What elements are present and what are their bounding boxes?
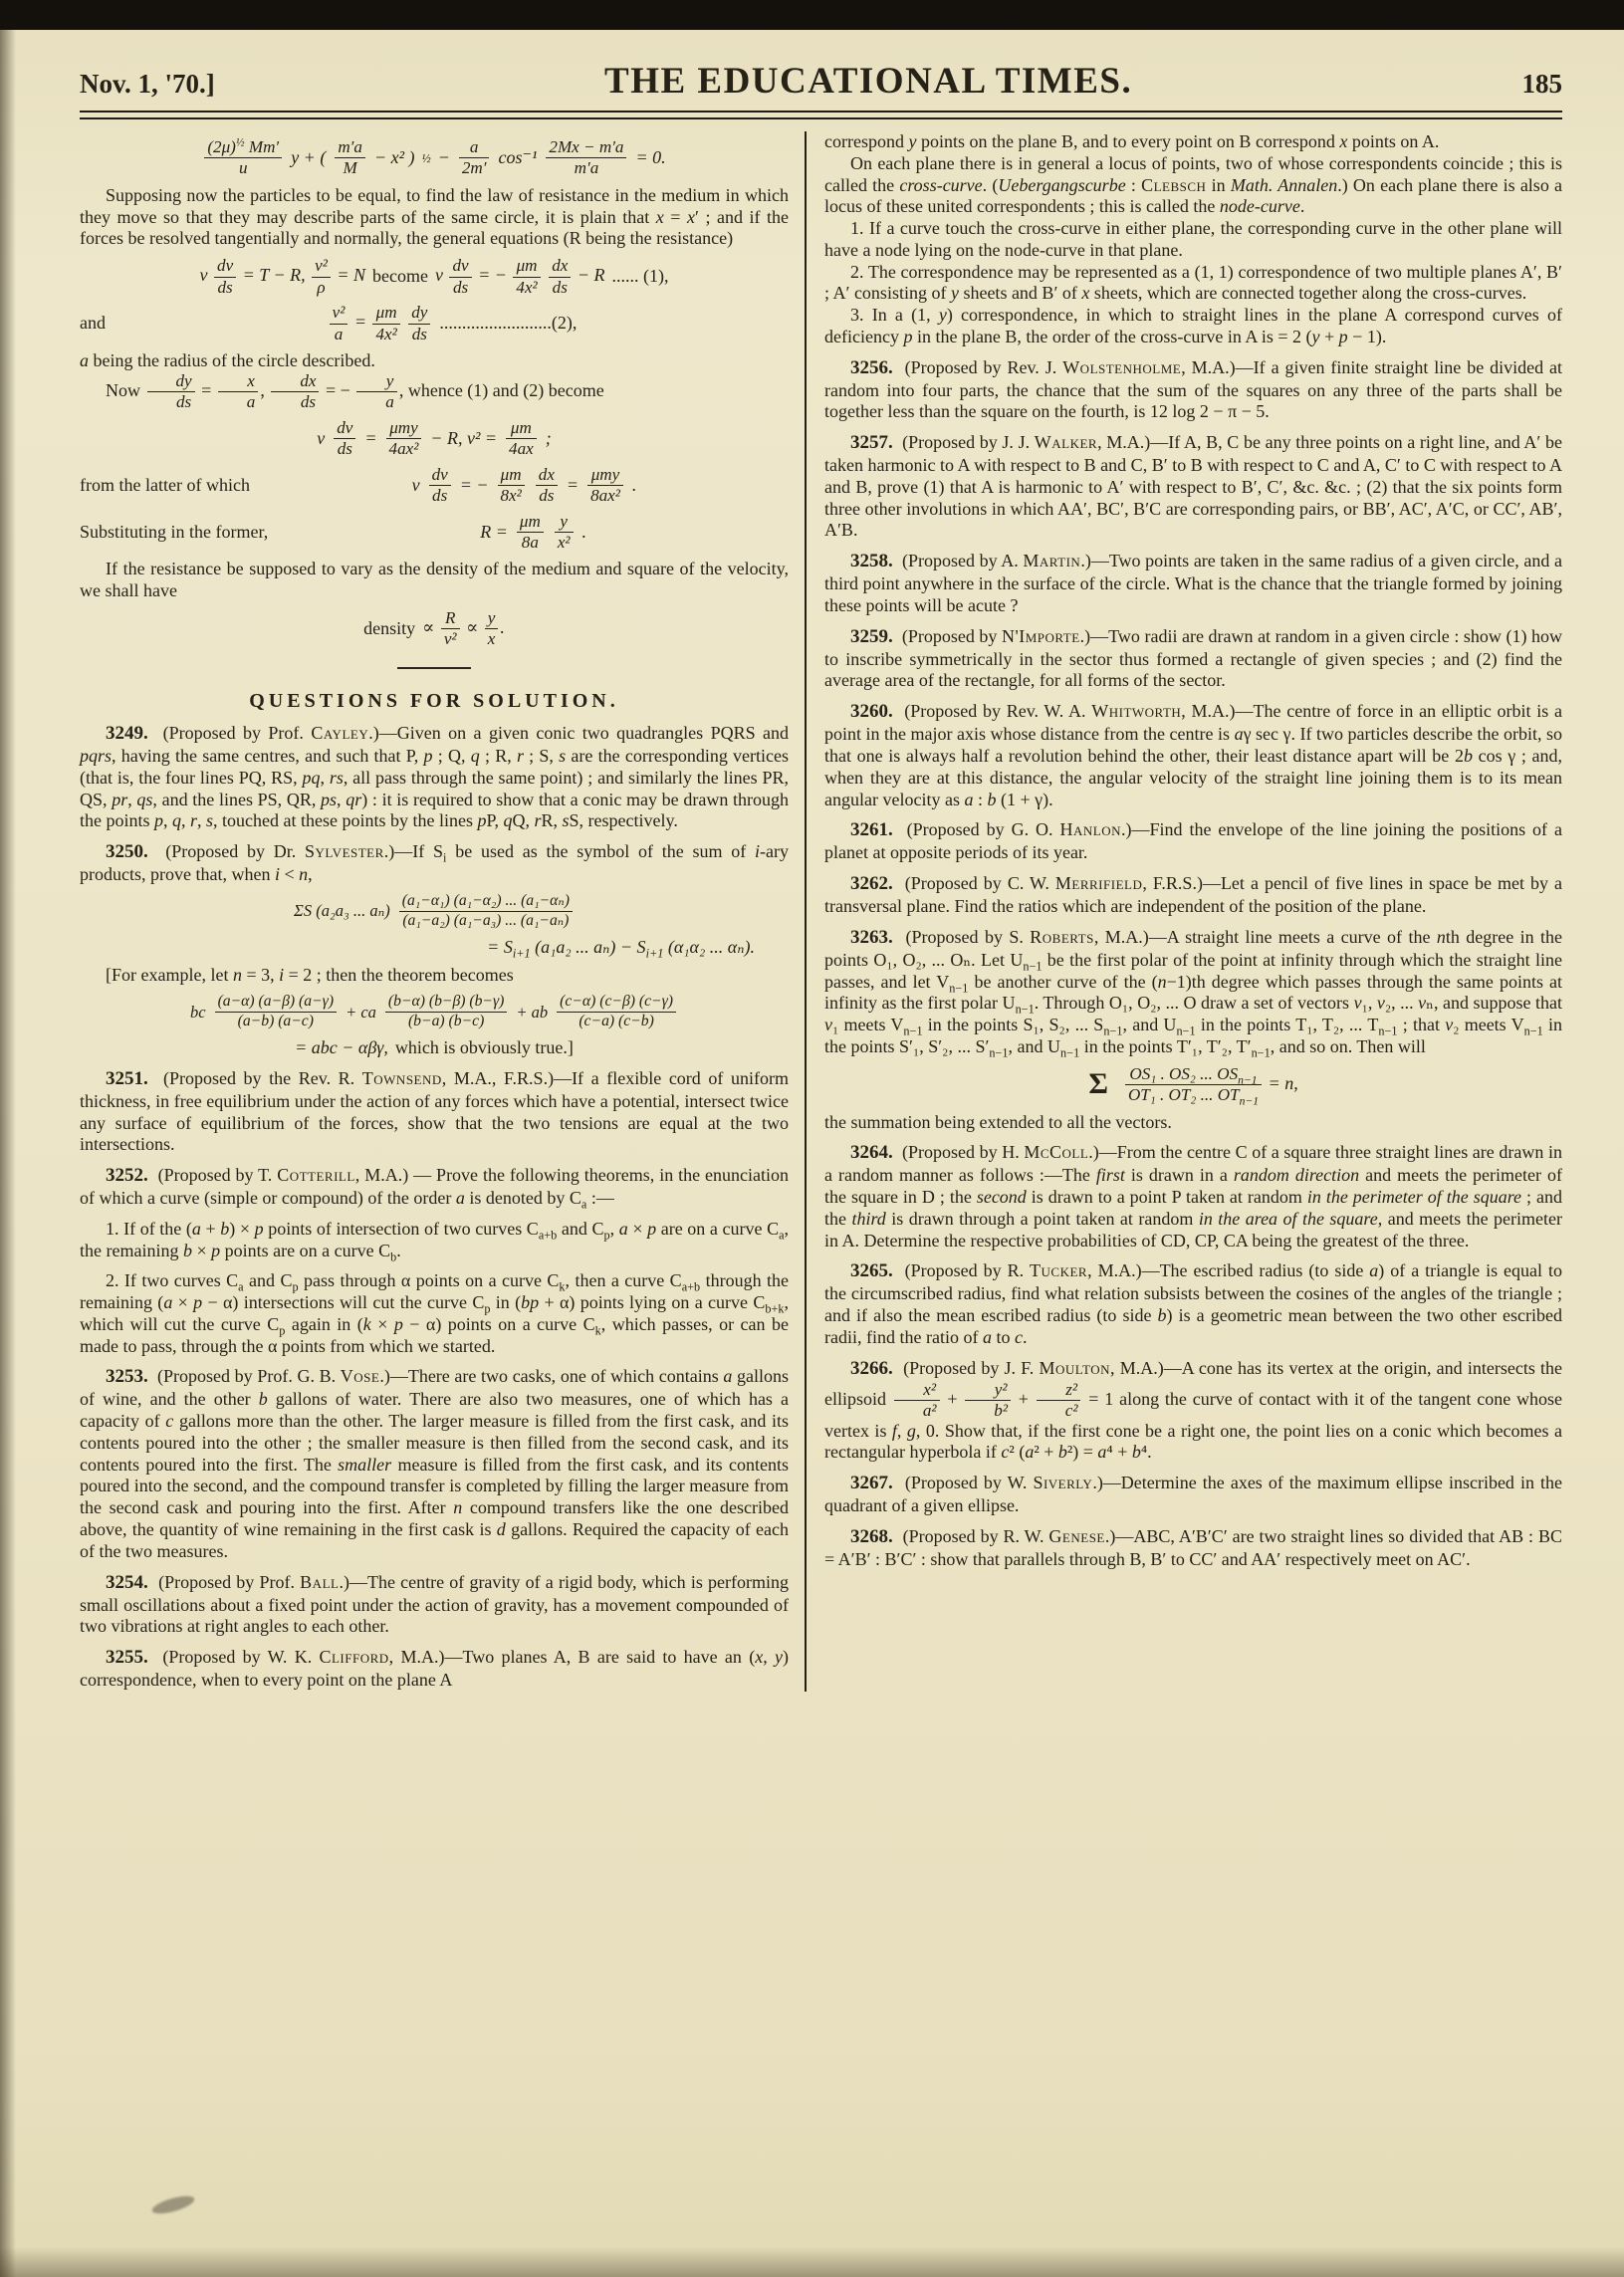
- question-3251: [80, 1068, 789, 1156]
- scan-edge-bottom: [0, 2247, 1624, 2277]
- question-3250-formula-3: [80, 994, 789, 1030]
- question-number: 3255.: [106, 1647, 148, 1669]
- right-column: [807, 131, 1562, 1692]
- formula: bc $\frac{(a-\alpha) (a-\beta) (a-\gamma)}{(a-b) (a-c)}$ + ca $\frac{(b-\alpha) (b-\beta) (b-\gamma)}{(b-a) (b-c)}$ + ab $\frac{(c-\alpha) (c-\beta) (c-\gamma)}{(c-a) (c-b)}$: [190, 994, 678, 1030]
- formula: ∝ $\frac{R}{\text{v²}}$ ∝ $\frac{y}{x}$ .: [422, 607, 505, 649]
- equation-opening: [80, 135, 789, 178]
- question-3250: [80, 841, 789, 886]
- equation-number: .........................(2),: [439, 313, 578, 334]
- lead-text: from the latter of which: [80, 474, 250, 495]
- paragraph-now: Now $\frac{dy}{ds}$ = $\frac{x}{a}$ , $\frac{dx}{ds}$ = − $\frac{y}{a}$ , whence (1) and (2) become: [106, 370, 604, 412]
- paragraph-supposing: Supposing now the particles to be equal, to find the law of resistance in the medium in which they move so that they may describe parts of the same circle, it is plain that x = x′ ; and if the forces be resolved tangentially and normally, the general equations (R being the resistance): [80, 184, 790, 249]
- question-3266: [824, 1358, 1562, 1464]
- scan-edge-top: [0, 0, 1624, 30]
- formula: $\frac{OS_1 . OS_2 ... OS_{n-1}}{OT_1 . OT_2 ... OT_{n-1}}$ = n,: [1123, 1065, 1298, 1105]
- question-3253: [80, 1366, 789, 1562]
- paragraph-continuation: correspond y points on the plane B, and to every point on B correspond x points on A.: [824, 131, 1440, 151]
- question-number: 3260.: [850, 701, 893, 723]
- equation-2: [80, 304, 789, 343]
- formula: v $\frac{dv}{ds}$ = $\frac{\text{μmy}}{\text{4ax²}}$ − R, v² = $\frac{\mu m}{4ax}$ ;: [317, 417, 552, 459]
- question-body: (Proposed by Dr. Sylvester.)—If $S_i$ be used as the symbol of the sum of i-ary products, prove that, when i < n,: [80, 841, 789, 885]
- equation-5: [80, 513, 789, 553]
- question-3256: [824, 357, 1562, 424]
- question-body: (Proposed by S. Roberts, M.A.)—A straight line meets a curve of the nth degree in the points O₁, O₂, ... Oₙ. Let $U_{n-1}$ be the first polar of the point at infinity through which the straight line passes, and let $V_{n-1}$ be another curve of the (n−1)th degree which passes through the same points at infinity as the first polar $U_{n-1}$. Through O₁, O₂, ... O draw a set of vectors v₁, v₂, ... vₙ, and suppose that v₁ meets $V_{n-1}$ in the points S₁, S₂, ... $S_{n-1}$, and $U_{n-1}$ in the points T₁, T₂, ... $T_{n-1}$ ; that v₂ meets $V_{n-1}$ in the points S′₁, S′₂, ... $S'_{n-1}$, and $U_{n-1}$ in the points T′₁, T′₂, $T'_{n-1}$, and so on. Then will: [824, 926, 1563, 1060]
- word-density: density: [363, 618, 416, 638]
- question-number: 3263.: [850, 926, 893, 948]
- question-body: (Proposed by R. Tucker, M.A.)—The escribed radius (to side a) of a triangle is equal to the circumscribed radius, find what relation subsists between the cosines of the angles of the triangle ; and if also the mean escribed radius (to side b) is a geometric mean between the two other escribed radii, find the ratio of a to c.: [824, 1260, 1562, 1347]
- question-3250-formula-4: [80, 1037, 789, 1059]
- question-3264: [824, 1142, 1562, 1252]
- formula: ΣS (a₂a₃ ... aₙ) $\frac{\text{(a₁−α₁) (a₁−α₂) ... (a₁−αₙ)}}{\text{(a₁−a₂) (a₁−a₃) ... (a₁−aₙ)}}$: [294, 893, 575, 930]
- question-body: (Proposed by W. Siverly.)—Determine the axes of the maximum ellipse inscribed in the quadrant of a given ellipse.: [824, 1473, 1562, 1516]
- question-body: (Proposed by the Rev. R. Townsend, M.A., F.R.S.)—If a flexible cord of uniform thickness, in free equilibrium under the action of any forces which have a potential, intersect twice any surface of equilibrium of the forces, show that the two tensions are equal at the two intersections.: [80, 1067, 789, 1155]
- question-3262: [824, 873, 1562, 918]
- question-3267: [824, 1473, 1562, 1517]
- left-column: [80, 131, 805, 1692]
- question-body: (Proposed by Prof. Ball.)—The centre of gravity of a rigid body, which is performing small oscillations about a fixed point under the action of gravity, has a movement compounded of two vibrations at right angles to each other.: [80, 1571, 789, 1637]
- paragraph-item-1: 1. If a curve touch the cross-curve in either plane, the corresponding curve in the other plane will have a node lying on the node-curve in that plane.: [824, 218, 1562, 260]
- paragraph-item-3: 3. In a (1, y) correspondence, in which to straight lines in the plane A correspond curves of deficiency p in the plane B, the order of the cross-curve in A is = 2 (y + p − 1).: [824, 305, 1562, 346]
- question-3265: [824, 1260, 1562, 1348]
- question-number: 3262.: [850, 873, 893, 895]
- question-number: 3250.: [106, 841, 148, 863]
- question-body: (Proposed by N'Importe.)—Two radii are drawn at random in a given circle : show (1) how to inscribe symmetrically in the sector thus formed a rectangle of given species ; and (2) find the average area of the rectangle, for all forms of the sector.: [824, 625, 1562, 691]
- formula: v $\frac{dv}{ds}$ = − $\frac{\mu m}{\text{4x²}}$ $\frac{dx}{ds}$ − R: [434, 256, 605, 297]
- question-body: (Proposed by Rev. W. A. Whitworth, M.A.)—The centre of force in an elliptic orbit is a point in the major axis whose distance from the centre is aγ sec γ. If two particles describe the orbit, so that one is always half a revolution behind the other, their least distance apart will be 2b cos γ ; and, when they are at this distance, the angular velocity of the straight line joining them is to its mean angular velocity as a : b (1 + γ).: [824, 701, 1563, 809]
- question-3249: [80, 723, 789, 832]
- formula: v $\frac{dv}{ds}$ = T − R, $\frac{\text{v²}}{\rho}$ = N: [199, 256, 366, 297]
- journal-title: THE EDUCATIONAL TIMES.: [604, 61, 1133, 102]
- question-body: (Proposed by Prof. Cayley.)—Given on a given conic two quadrangles PQRS and pqrs, having the same centres, and such that P, p ; Q, q ; R, r ; S, s are the corresponding vertices (that is, the four lines PQ, RS, pq, rs, all pass through the same point) ; and similarly the lines PR, QS, pr, qs, and the lines PS, QR, ps, qr) : it is required to show that a conic may be drawn through the points p, q, r, s, touched at these points by the lines pP, qQ, rR, sS, respectively.: [80, 723, 790, 831]
- question-3257: [824, 432, 1562, 542]
- question-3261: [824, 819, 1562, 864]
- question-body: (Proposed by W. K. Clifford, M.A.)—Two planes A, B are said to have an (x, y) correspondence, when to every point on the plane A: [80, 1647, 789, 1691]
- question-3263-after: the summation being extended to all the vectors.: [824, 1111, 1172, 1132]
- question-number: 3257.: [850, 432, 893, 454]
- question-3268: [824, 1526, 1562, 1571]
- question-number: 3251.: [106, 1067, 148, 1089]
- paragraph-radius: a being the radius of the circle described.: [80, 350, 375, 371]
- question-body: (Proposed by H. McColl.)—From the centre C of a square three straight lines are drawn in a random manner as follows :—The first is drawn in a random direction and meets the perimeter of the square in D ; the second is drawn to a point P taken at random in the perimeter of the square ; and the third is drawn through a point taken at random in the area of the square, and meets the perimeter in A. Determine the respective probabilities of CD, CP, CA being the greatest of the three.: [824, 1142, 1563, 1251]
- separator-rule: [397, 667, 471, 669]
- page-number: 185: [1521, 69, 1562, 99]
- paragraph-cross-curve: On each plane there is in general a locus of points, two of whose correspondents coincide ; this is called the cross-curve. (Uebergangscurbe : Clebsch in Math. Annalen.) On each plane there is also a locus of these united correspondents ; this is called the node-curve.: [824, 152, 1563, 217]
- question-number: 3258.: [850, 551, 893, 572]
- scan-smudge: [150, 2192, 196, 2217]
- formula: v $\frac{dv}{ds}$ = − $\frac{\mu m}{\text{8x²}}$ $\frac{dx}{ds}$ = $\frac{\text{μmy}}{\text{8ax²}}$ .: [411, 464, 637, 506]
- question-3255: [80, 1647, 789, 1692]
- issue-date: Nov. 1, '70.]: [80, 69, 215, 99]
- equation-1: [80, 257, 789, 297]
- question-3250-formula-1: [80, 893, 789, 930]
- question-number: 3249.: [106, 723, 148, 745]
- paragraph-resistance: If the resistance be supposed to vary as the density of the medium and square of the velocity, we shall have: [80, 559, 789, 601]
- question-number: 3253.: [106, 1366, 148, 1388]
- question-body: (Proposed by J. F. Moulton, M.A.)—A cone has its vertex at the origin, and intersects the ellipsoid $\frac{\text{x²}}{\text{a²}}$ + $\frac{\text{y²}}{\text{b²}}$ + $\frac{\text{z²}}{\text{c²}}$ = 1 along the curve of contact with it of the tangent cone whose vertex is f, g, 0. Show that, if the first cone be a right one, the point lies on a conic which becomes a rectangular hyperbola if c² (a² + b²) = a⁴ + b⁴.: [824, 1357, 1563, 1463]
- question-3263: [824, 927, 1562, 1058]
- question-number: 3259.: [850, 625, 893, 647]
- question-3259: [824, 626, 1562, 693]
- equation-number: ...... (1),: [611, 266, 669, 287]
- question-body: (Proposed by Rev. J. Wolstenholme, M.A.)—If a given finite straight line be divided at random into four parts, the chance that the sum of the squares on any three of the parts shall be together less than the square on the fourth, is 12 log 2 − π − 5.: [824, 356, 1563, 422]
- paragraph-item-2: 2. The correspondence may be represented as a (1, 1) correspondence of two multiple planes A′, B′ ; A′ consisting of y sheets and B′ of x sheets, which are connected together along the cross-curves.: [824, 261, 1562, 304]
- question-number: 3266.: [850, 1357, 893, 1379]
- question-body: (Proposed by Prof. G. B. Vose.)—There are two casks, one of which contains a gallons of wine, and the other b gallons of water. There are also two measures, one of which has a capacity of c gallons more than the other. The larger measure is filled from the first cask, and its contents poured into the other ; the smaller measure is then filled from the second cask, and its contents poured into the first. The smaller measure is filled from the first cask, and its contents poured into the second, and the compound transfer is completed by filling the larger measure from the second cask and pouring into the first. After n compound transfers like the one described above, the quantity of wine remaining in the first cask is d gallons. Required the capacity of each of the two measures.: [80, 1366, 790, 1561]
- question-body: (Proposed by C. W. Merrifield, F.R.S.)—Let a pencil of five lines in space be met by a transversal plane. Find the ratios which are independent of the position of the plane.: [824, 873, 1563, 917]
- question-number: 3254.: [106, 1571, 148, 1593]
- formula-tail: which is obviously true.]: [394, 1037, 574, 1058]
- question-number: 3264.: [850, 1142, 893, 1164]
- question-number: 3268.: [850, 1525, 893, 1547]
- question-3252-item-1: 1. If of the (a + b) × p points of intersection of two curves $C_{a+b}$ and $C_p$, a × p are on a curve $C_a$, the remaining b × p points are on a curve $C_b$.: [80, 1218, 790, 1264]
- question-3263-formula: [824, 1063, 1562, 1108]
- question-number: 3261.: [850, 819, 893, 841]
- formula: $\frac{(2\mu)^{\frac{1}{2}} Mm'}{u}$ y + ( $\frac{m'a}{M}$ − x² ) ½ − $\frac{a}{2m'}$ cos⁻¹ $\frac{2Mx - m'a}{m'a}$ = 0.: [202, 138, 665, 178]
- lead-text: Substituting in the former,: [80, 521, 269, 542]
- question-3250-formula-2: [80, 937, 789, 959]
- formula: = abc − αβγ,: [295, 1037, 388, 1058]
- question-body: (Proposed by R. W. Genese.)—ABC, A′B′C′ are two straight lines so divided that AB : BC = A′B′ : B′C′ : show that parallels through B, B′ to CC′ and AA′ respectively meet on AC′.: [824, 1525, 1563, 1569]
- masthead: [80, 60, 1562, 103]
- equation-6: [80, 609, 789, 649]
- two-column-layout: [80, 131, 1562, 1692]
- question-body: (Proposed by G. O. Hanlon.)—Find the envelope of the line joining the positions of a planet at opposite periods of its year.: [824, 819, 1562, 863]
- question-3252: [80, 1165, 789, 1210]
- formula: = $S_{i+1}$ (a₁a₂ ... $a_n) - S_{i+1}$ (α₁α₂ ... αₙ).: [487, 936, 755, 961]
- sigma-symbol: Σ: [1088, 1067, 1108, 1101]
- question-body: (Proposed by J. J. Walker, M.A.)—If A, B, C be any three points on a right line, and A′ be taken harmonic to A with respect to B and C, B′ to B with respect to C and A, C′ to C with respect to A and B, prove (1) that A is harmonic to A′ with respect to B′, C′, &c. &c. ; (2) that the six points form three other involutions in which AA′, BC′, B′C are corresponding pairs, or BB′, AC′, A′C, or CC′, AB′, A′B.: [824, 432, 1562, 541]
- formula: $\frac{\text{v²}}{a}$ = $\frac{\mu m}{\text{4x²}}$ $\frac{dy}{ds}$: [328, 304, 433, 343]
- question-3254: [80, 1572, 789, 1639]
- word-become: become: [372, 266, 428, 287]
- double-rule: [80, 111, 1562, 119]
- question-number: 3256.: [850, 356, 893, 378]
- page-content: [0, 30, 1624, 1692]
- question-number: 3252.: [106, 1165, 148, 1187]
- formula: R = $\frac{\mu m}{8a}$ $\frac{y}{\text{x²}}$ .: [480, 511, 587, 552]
- question-3250-example: [For example, let n = 3, i = 2 ; then the theorem becomes: [106, 965, 514, 986]
- question-body: (Proposed by T. Cotterill, M.A.) — Prove the following theorems, in the enunciation of which a curve (simple or compound) of the order a is denoted by $C_a$ :—: [80, 1165, 790, 1212]
- equation-4: [80, 466, 789, 506]
- word-and: and: [80, 313, 106, 334]
- section-title: QUESTIONS FOR SOLUTION.: [249, 689, 619, 712]
- question-body: (Proposed by A. Martin.)—Two points are taken in the same radius of a given circle, and a third point anywhere in the surface of the circle. What is the chance that the triangle formed by joining these points will be acute ?: [824, 551, 1563, 615]
- equation-3: [80, 419, 789, 459]
- question-3260: [824, 701, 1562, 810]
- question-3252-item-2: 2. If two curves $C_a$ and $C_p$ pass through α points on a curve $C_k$, then a curve $C_{a+b}$ through the remaining (a × p − α) intersections will cut the curve $C_p$ in (bp + α) points lying on a curve $C_{b+k}$, which will cut the curve $C_p$ again in (k × p − α) points on a curve $C_k$, which passes, or can be made to pass, through the α points from which we started.: [80, 1270, 789, 1356]
- question-3258: [824, 551, 1562, 617]
- question-number: 3265.: [850, 1260, 893, 1282]
- question-number: 3267.: [850, 1473, 893, 1494]
